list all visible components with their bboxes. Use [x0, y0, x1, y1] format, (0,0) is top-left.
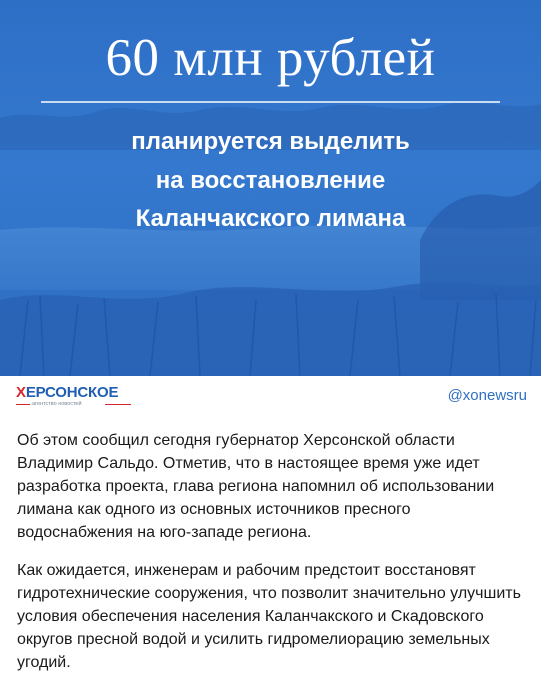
message-paragraph-2: Как ожидается, инженерам и рабочим предстоит восстановят гидротехнические сооружения, что позволит значительно улучшить условия обеспечения населения Каланчакского и Скадовского округов пресной водой и усилить гидромелиорацию земельных угодий. — [17, 562, 521, 671]
headline: 60 млн рублей — [105, 29, 436, 87]
subline-2: на восстановление — [155, 167, 386, 194]
logo-rule-left — [16, 404, 30, 405]
subline-3: Каланчакского лимана — [135, 205, 406, 232]
logo-rule-right — [105, 404, 131, 405]
subline-1: планируется выделить — [131, 128, 410, 155]
logo-wordmark-first-letter: Х — [16, 384, 26, 401]
logo-wordmark — [16, 384, 118, 401]
brand-strip — [0, 376, 541, 416]
message-text — [0, 416, 541, 700]
headline-divider — [41, 101, 500, 103]
message-paragraph-1: Об этом сообщил сегодня губернатор Херсонской области Владимир Сальдо. Отметив, что в настоящее время уже идет разработка проекта, глава региона напомнил об использовании лимана как одного из основных источников пресного водоснабжения на юго-западе региона. — [17, 432, 495, 541]
logo-tagline: агентство новостей — [32, 401, 82, 407]
logo-wordmark-rest: ЕРСОНСКОЕ — [25, 384, 119, 401]
channel-handle-link[interactable]: @xonewsru — [447, 387, 527, 404]
agency-logo — [16, 384, 136, 410]
